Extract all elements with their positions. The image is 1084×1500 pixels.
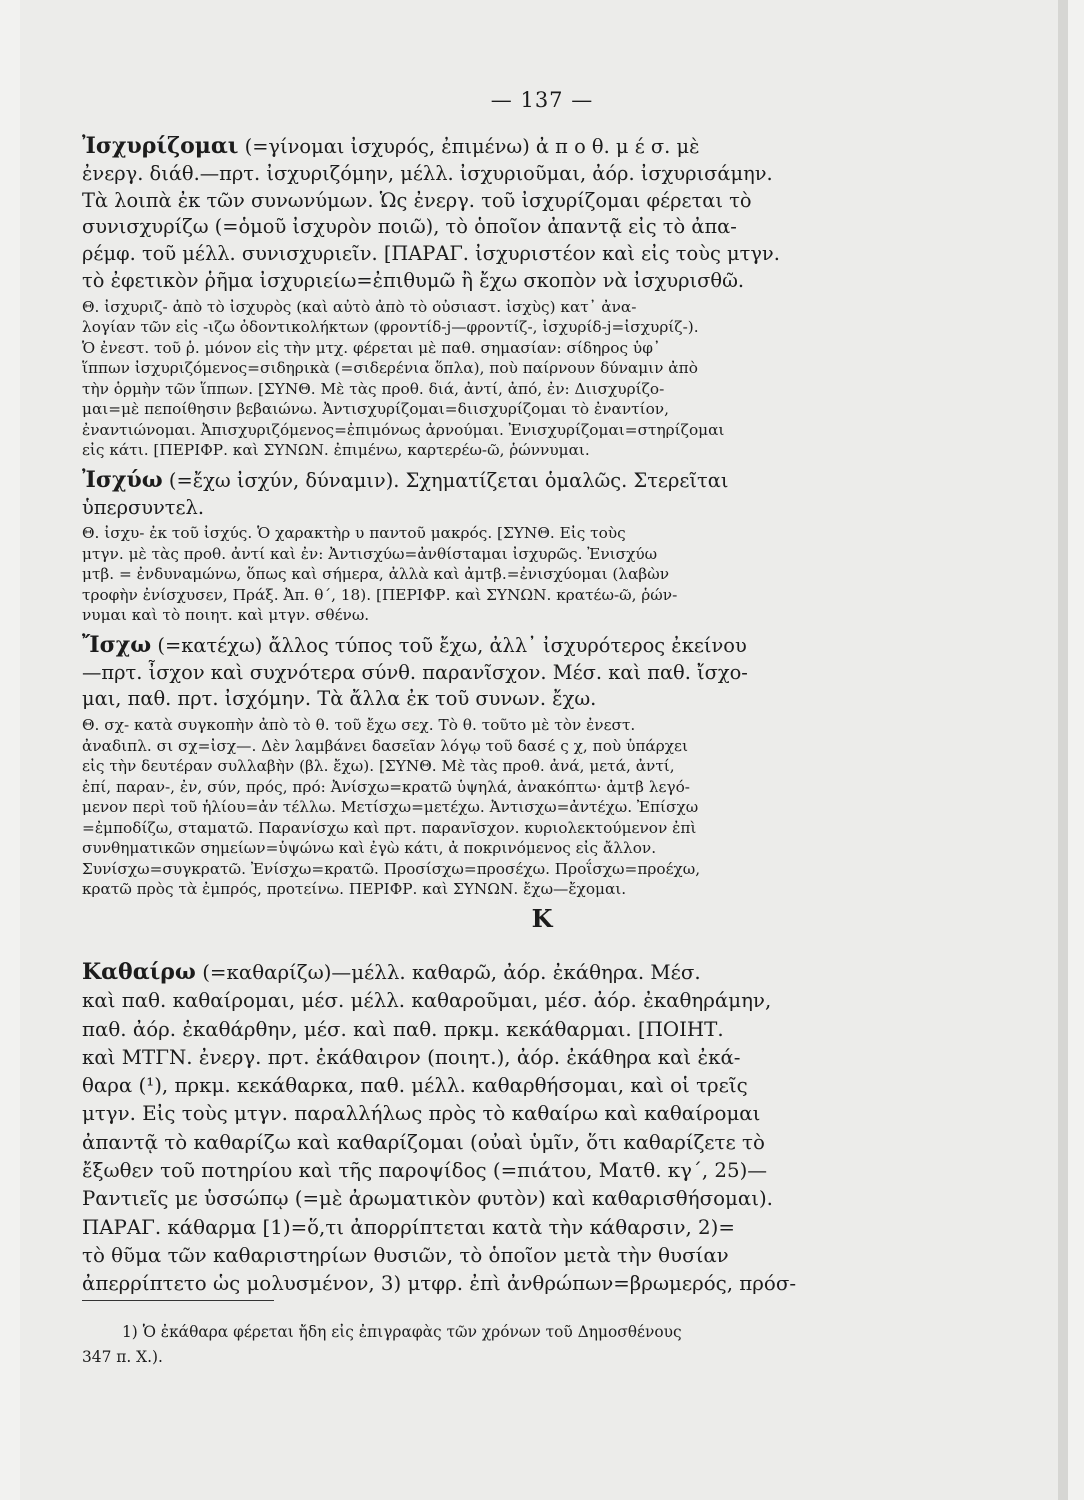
entry-line: ἀπαντᾷ τὸ καθαρίζω καὶ καθαρίζομαι (οὐαὶ ὑμῖν, ὅτι καθαρίζετε τὸ xyxy=(82,1130,765,1154)
entry-line: παθ. ἀόρ. ἐκαθάρθην, μέσ. καὶ παθ. πρκμ. κεκάθαρμαι. [ΠΟΙΗΤ. xyxy=(82,1017,724,1041)
note-line: ἀναδιπλ. σι σχ=ἰσχ—. Δὲν λαμβάνει δασεῖαν λόγῳ τοῦ δασέ ς χ, ποὺ ὑπάρχει xyxy=(82,736,688,755)
headword: Ἰσχύω xyxy=(82,466,163,493)
note-line: Ὁ ἐνεστ. τοῦ ῥ. μόνον εἰς τὴν μτχ. φέρεται μὲ παθ. σημασίαν: σίδηρος ὑφ᾽ xyxy=(82,338,661,357)
entry-line xyxy=(82,467,930,495)
entry-text: (=καθαρίζω)—μέλλ. καθαρῶ, ἀόρ. ἐκάθηρα. Μέσ. xyxy=(202,961,701,984)
footnote-line: 347 π. Χ.). xyxy=(82,1348,163,1366)
note-line: Συνίσχω=συγκρατῶ. Ἐνίσχω=κρατῶ. Προσίσχω=προσέχω. Προΐσχω=προέχω, xyxy=(82,859,701,878)
entry-line: ρέμφ. τοῦ μέλλ. συνισχυριεῖν. [ΠΑΡΑΓ. ἰσχυριστέον καὶ εἰς τοὺς μτγν. xyxy=(82,242,780,266)
entry-notes xyxy=(82,523,930,626)
note-line: ἵππων ἰσχυριζόμενος=σιδηρικὰ (=σιδερένια ὅπλα), ποὺ παίρνουν δύναμιν ἀπὸ xyxy=(82,359,698,378)
page-number: — 137 — xyxy=(490,88,594,112)
entry-line: μαι, παθ. πρτ. ἰσχόμην. Τὰ ἄλλα ἐκ τοῦ συνων. ἔχω. xyxy=(82,687,597,711)
note-line: μαι=μὲ πεποίθησιν βεβαιώνω. Ἀντισχυρίζομαι=διισχυρίζομαι τὸ ἐναντίον, xyxy=(82,400,669,419)
entry-line: Ραντιεῖς με ὑσσώπῳ (=μὲ ἀρωματικὸν φυτὸν) καὶ καθαρισθήσομαι). xyxy=(82,1187,773,1211)
entry-main-text xyxy=(82,632,930,713)
note-line: Θ. σχ- κατὰ συγκοπὴν ἀπὸ τὸ θ. τοῦ ἔχω σεχ. Τὸ θ. τοῦτο μὲ τὸν ἐνεστ. xyxy=(82,716,636,735)
entry-main-text xyxy=(82,133,930,295)
entry-line: ἀπερρίπτετο ὡς μολυσμένον, 3) μτφρ. ἐπὶ ἀνθρώπων=βρωμερός, πρόσ- xyxy=(82,1272,797,1296)
section-letter: Κ xyxy=(531,904,553,933)
note-line: λογίαν τῶν εἰς -ιζω ὀδοντικολήκτων (φροντίδ-j—φροντίζ-, ἰσχυρίδ-j=ἰσχυρίζ-). xyxy=(82,318,699,337)
headword: Ἰσχυρίζομαι xyxy=(82,133,239,159)
entry-text: (=γίνομαι ἰσχυρός, ἐπιμένω) ἀ π ο θ. μ έ σ. μὲ xyxy=(244,135,700,158)
note-line: μτγν. μὲ τὰς προθ. ἀντί καὶ ἐν: Ἀντισχύω=ἀνθίσταμαι ἰσχυρῶς. Ἐνισχύω xyxy=(82,544,658,563)
note-line: ἐπί, παραν-, ἐν, σύν, πρός, πρό: Ἀνίσχω=κρατῶ ὑψηλά, ἀνακόπτω· ἀμτβ λεγό- xyxy=(82,777,690,796)
entry-notes xyxy=(82,297,930,461)
entry-line xyxy=(82,632,930,660)
footnote-line: 1) Ὁ ἐκάθαρα φέρεται ἤδη εἰς ἐπιγραφὰς τῶν χρόνων τοῦ Δημοσθένους xyxy=(122,1323,682,1341)
note-line: τροφὴν ἐνίσχυσεν, Πράξ. Ἀπ. θ΄, 18). [ΠΕΡΙΦΡ. καὶ ΣΥΝΩΝ. κρατέω-ῶ, ῥών- xyxy=(82,585,678,604)
dictionary-entry xyxy=(82,467,930,626)
entry-line xyxy=(82,133,930,161)
note-line: μενον περὶ τοῦ ἡλίου=ἀν τέλλω. Μετίσχω=μετέχω. Ἀντισχω=ἀντέχω. Ἐπίσχω xyxy=(82,798,699,817)
headword: Ἴσχω xyxy=(82,631,152,658)
entry-text: (=κατέχω) ἄλλος τύπος τοῦ ἔχω, ἀλλ᾽ ἰσχυρότερος ἐκείνου xyxy=(157,633,747,657)
note-line: κρατῶ πρὸς τὰ ἐμπρός, προτείνω. ΠΕΡΙΦΡ. καὶ ΣΥΝΩΝ. ἔχω—ἔχομαι. xyxy=(82,880,627,899)
entry-line xyxy=(82,958,930,987)
headword: Καθαίρω xyxy=(82,959,196,985)
entry-line: ἔξωθεν τοῦ ποτηρίου καὶ τῆς παροψίδος (=πιάτου, Ματθ. κγ΄, 25)— xyxy=(82,1159,768,1183)
dictionary-entry xyxy=(82,632,930,900)
entry-line: καὶ ΜΤΓΝ. ἐνεργ. πρτ. ἐκάθαιρον (ποιητ.), ἀόρ. ἐκάθηρα καὶ ἐκά- xyxy=(82,1045,741,1069)
note-line: μτβ. = ἐνδυναμώνω, ὅπως καὶ σήμερα, ἀλλὰ καὶ ἀμτβ.=ἐνισχύομαι (λαβὼν xyxy=(82,565,670,584)
note-line: =ἐμποδίζω, σταματῶ. Παρανίσχω καὶ πρτ. παρανῖσχον. κυριολεκτούμενον ἐπὶ xyxy=(82,818,697,837)
entry-line: συνισχυρίζω (=ὁμοῦ ἰσχυρὸν ποιῶ), τὸ ὁποῖον ἀπαντᾷ εἰς τὸ ἀπα- xyxy=(82,215,737,239)
note-line: Θ. ἰσχυ- ἐκ τοῦ ἰσχύς. Ὁ χαρακτὴρ υ παντοῦ μακρός. [ΣΥΝΘ. Εἰς τοὺς xyxy=(82,524,626,543)
dictionary-entry-kathairo xyxy=(82,958,930,1299)
entry-line: ἐνεργ. διάθ.—πρτ. ἰσχυριζόμην, μέλλ. ἰσχυριοῦμαι, ἀόρ. ἰσχυρισάμην. xyxy=(82,161,773,185)
entry-line: ΠΑΡΑΓ. κάθαρμα [1)=ὅ,τι ἀπορρίπτεται κατὰ τὴν κάθαρσιν, 2)= xyxy=(82,1215,735,1239)
note-line: Θ. ἰσχυριζ- ἀπὸ τὸ ἰσχυρὸς (καὶ αὐτὸ ἀπὸ τὸ οὐσιαστ. ἰσχὺς) κατ᾽ ἀνα- xyxy=(82,297,637,316)
note-line: συνθηματικῶν σημείων=ὑψώνω καὶ ἐγὼ κάτι, ἀ ποκρινόμενος εἰς ἄλλον. xyxy=(82,839,657,858)
entry-main-text xyxy=(82,467,930,522)
entry-line: τὸ θῦμα τῶν καθαριστηρίων θυσιῶν, τὸ ὁποῖον μετὰ τὴν θυσίαν xyxy=(82,1243,729,1267)
entry-line: —πρτ. ἶσχον καὶ συχνότερα σύνθ. παρανῖσχον. Μέσ. καὶ παθ. ἴσχο- xyxy=(82,660,748,684)
entry-line: τὸ ἐφετικὸν ῥῆμα ἰσχυριείω=ἐπιθυμῶ ἢ ἔχω σκοπὸν νὰ ἰσχυρισθῶ. xyxy=(82,268,745,292)
entry-notes xyxy=(82,715,930,900)
note-line: νυμαι καὶ τὸ ποιητ. καὶ μτγν. σθένω. xyxy=(82,606,370,625)
note-line: ἐναντιώνομαι. Ἀπισχυριζόμενος=ἐπιμόνως ἀρνούμαι. Ἐνισχυρίζομαι=στηρίζομαι xyxy=(82,420,725,439)
note-line: εἰς κάτι. [ΠΕΡΙΦΡ. καὶ ΣΥΝΩΝ. ἐπιμένω, καρτερέω-ῶ, ῥώννυμαι. xyxy=(82,441,590,460)
entry-text: (=ἔχω ἰσχύν, δύναμιν). Σχηματίζεται ὁμαλῶς. Στερεῖται xyxy=(168,468,729,492)
entries-block xyxy=(82,133,930,906)
entry-line: ὑπερσυντελ. xyxy=(82,495,205,519)
footnote-divider xyxy=(82,1300,274,1301)
entry-line: θαρα (¹), πρκμ. κεκάθαρκα, παθ. μέλλ. καθαρθήσομαι, καὶ οἱ τρεῖς xyxy=(82,1074,748,1098)
dictionary-entry xyxy=(82,133,930,461)
entry-line: καὶ παθ. καθαίρομαι, μέσ. μέλλ. καθαροῦμαι, μέσ. ἀόρ. ἐκαθηράμην, xyxy=(82,989,772,1013)
entry-line: Τὰ λοιπὰ ἐκ τῶν συνωνύμων. Ὡς ἐνεργ. τοῦ ἰσχυρίζομαι φέρεται τὸ xyxy=(82,188,752,212)
note-line: τὴν ὁρμὴν τῶν ἵππων. [ΣΥΝΘ. Μὲ τὰς προθ. διά, ἀντί, ἀπό, ἐν: Διισχυρίζο- xyxy=(82,379,665,398)
footnote xyxy=(82,1320,930,1370)
entry-line: μτγν. Εἰς τοὺς μτγν. παραλλήλως πρὸς τὸ καθαίρω καὶ καθαίρομαι xyxy=(82,1102,761,1126)
note-line: εἰς τὴν δευτέραν συλλαβὴν (βλ. ἔχω). [ΣΥΝΘ. Μὲ τὰς προθ. ἀνά, μετά, ἀντί, xyxy=(82,757,675,776)
